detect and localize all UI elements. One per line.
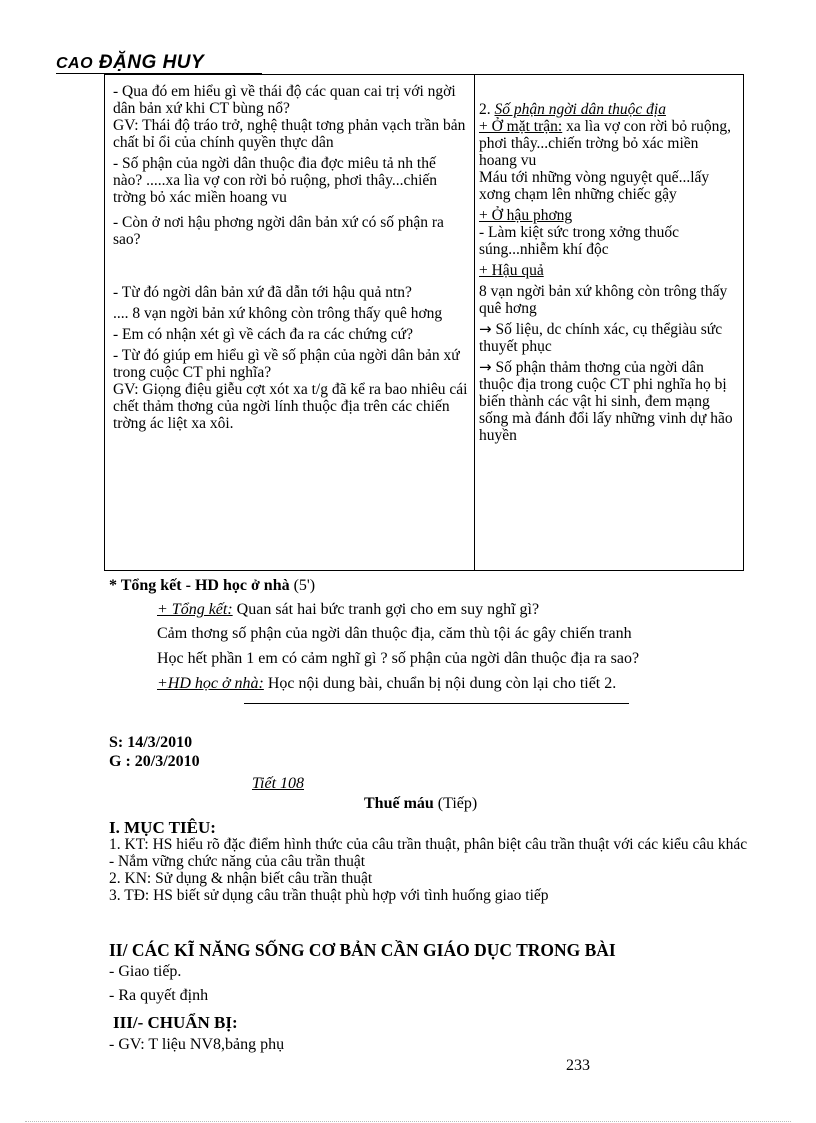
right-front	[479, 118, 739, 169]
table-column-divider	[474, 75, 475, 570]
sec1-body	[109, 836, 749, 904]
tiet-label: Tiết 108	[252, 775, 305, 792]
author-prefix: CAO	[56, 55, 94, 72]
right-arrow-2-text: Số phận thảm thơng của ngời dân thuộc địa trong cuộc CT phi nghĩa họ bị biến thành các vật hi sinh, đem mạng sống mà đánh đổi lấy những vinh dự hão huyền	[479, 359, 733, 444]
sec2-item: - Ra quyết định	[109, 987, 209, 1004]
lesson-table	[104, 74, 744, 571]
right-arrow-1-text: Số liệu, dc chính xác, cụ thểgiàu sức thuyết phục	[479, 321, 723, 355]
summary-tongket	[157, 600, 539, 620]
lesson-title	[364, 794, 477, 814]
summary-heading-time: (5')	[293, 577, 316, 594]
sec1-title: I. MỤC TIÊU:	[109, 818, 216, 837]
right-arrow-icon: →	[479, 320, 492, 338]
left-cell-8: - Từ đó giúp em hiểu gì về số phận của ngời dân bản xứ trong cuộc CT phi nghĩa?	[113, 347, 460, 381]
left-cell-6: .... 8 vạn ngời bản xứ không còn trông thấy quê hơng	[113, 305, 443, 322]
summary-hd	[157, 674, 616, 694]
sec1-item: 1. KT: HS hiểu rõ đặc điểm hình thức của câu trần thuật, phân biệt câu trần thuật với các kiểu câu khác	[109, 836, 748, 853]
right-arrow-1	[479, 321, 739, 355]
right-front-label: + Ở mặt trận:	[479, 118, 563, 135]
sec3-title: III/- CHUẨN BỊ:	[113, 1013, 238, 1032]
right-heading	[479, 101, 739, 118]
right-front-text: xa lìa vợ con rời bỏ ruộng, phơi thây...chiến trờng bỏ xác miền hoang vu	[479, 118, 731, 169]
left-cell-9: GV: Giọng điệu giễu cợt xót xa t/g đã kể ra bao nhiêu cái chết thảm thơng của ngời lính thuộc địa trên các chiến trờng ác liệt xa xôi.	[113, 381, 468, 432]
lesson-title-suffix: (Tiếp)	[437, 795, 478, 812]
sec2-title: II/ CÁC KĨ NĂNG SỐNG CƠ BẢN CẦN GIÁO DỤC TRONG BÀI	[109, 940, 616, 960]
page-number: 233	[566, 1057, 590, 1074]
sec1-item: - Nắm vững chức năng của câu trần thuật	[109, 853, 366, 870]
author-header	[56, 52, 204, 74]
right-heading-text: Số phận ngời dân thuộc địa	[494, 101, 666, 118]
tongket-text: Quan sát hai bức tranh gợi cho em suy nghĩ gì?	[232, 601, 540, 618]
summary-heading	[109, 576, 315, 596]
right-rear-text: - Làm kiệt sức trong xởng thuốc súng...nhiễm khí độc	[479, 224, 679, 258]
left-cell-7: - Em có nhận xét gì về cách đa ra các chứng cứ?	[113, 326, 413, 343]
left-cell-1: - Qua đó em hiểu gì về thái độ các quan cai trị với ngời dân bản xứ khi CT bùng nổ?	[113, 83, 456, 117]
left-cell-3: - Số phận của ngời dân thuộc đia đợc miêu tả nh thế nào? .....xa lìa vợ con rời bỏ ruộng, phơi thây...chiến trờng bỏ xác miền hoang vu	[113, 155, 438, 206]
sec1-item: 2. KN: Sử dụng & nhận biết câu trần thuật	[109, 870, 373, 887]
right-heading-num: 2.	[479, 101, 491, 118]
right-arrow-icon: →	[479, 358, 492, 376]
right-result-text: 8 vạn ngời bản xứ không còn trông thấy quê hơng	[479, 283, 728, 317]
left-cell-2: GV: Thái độ tráo trở, nghệ thuật tơng phản vạch trần bản chất bỉ ổi của chính quyền thực dân	[113, 117, 466, 151]
summary-line-3: Học hết phần 1 em có cảm nghĩ gì ? số phận của ngời dân thuộc địa ra sao?	[157, 650, 640, 667]
g-date: G : 20/3/2010	[109, 753, 200, 770]
tongket-label: + Tổng kết:	[157, 601, 233, 618]
summary-heading-text: * Tổng kết - HD học ở nhà	[109, 577, 290, 594]
hd-text: Học nội dung bài, chuẩn bị nội dung còn lại cho tiết 2.	[263, 675, 617, 692]
section-divider	[244, 703, 629, 704]
table-right-column	[479, 83, 739, 444]
sec2-item: - Giao tiếp.	[109, 963, 182, 980]
lesson-title-text: Thuế máu	[364, 795, 434, 812]
right-result-label: + Hậu quả	[479, 262, 544, 279]
author-name: ĐẶNG HUY	[98, 52, 205, 73]
right-arrow-2	[479, 359, 739, 444]
summary-line-2: Cảm thơng số phận của ngời dân thuộc địa, căm thù tội ác gây chiến tranh	[157, 625, 632, 642]
footer-dotted-line	[25, 1121, 791, 1122]
sec3-item: - GV: T liệu NV8,bảng phụ	[109, 1036, 285, 1053]
left-cell-4: - Còn ở nơi hậu phơng ngời dân bản xứ có số phận ra sao?	[113, 214, 444, 248]
hd-label: +HD học ở nhà:	[157, 675, 264, 692]
table-left-column	[113, 83, 468, 432]
left-cell-5: - Từ đó ngời dân bản xứ đã dẫn tới hậu quả ntn?	[113, 284, 412, 301]
right-rear-label: + Ở hậu phơng	[479, 207, 573, 224]
right-blood: Máu tới những vòng nguyệt quế...lấy xơng chạm lên những chiếc gậy	[479, 169, 710, 203]
s-date: S: 14/3/2010	[109, 734, 193, 751]
sec1-item: 3. TĐ: HS biết sử dụng câu trần thuật phù hợp với tình huống giao tiếp	[109, 887, 549, 904]
